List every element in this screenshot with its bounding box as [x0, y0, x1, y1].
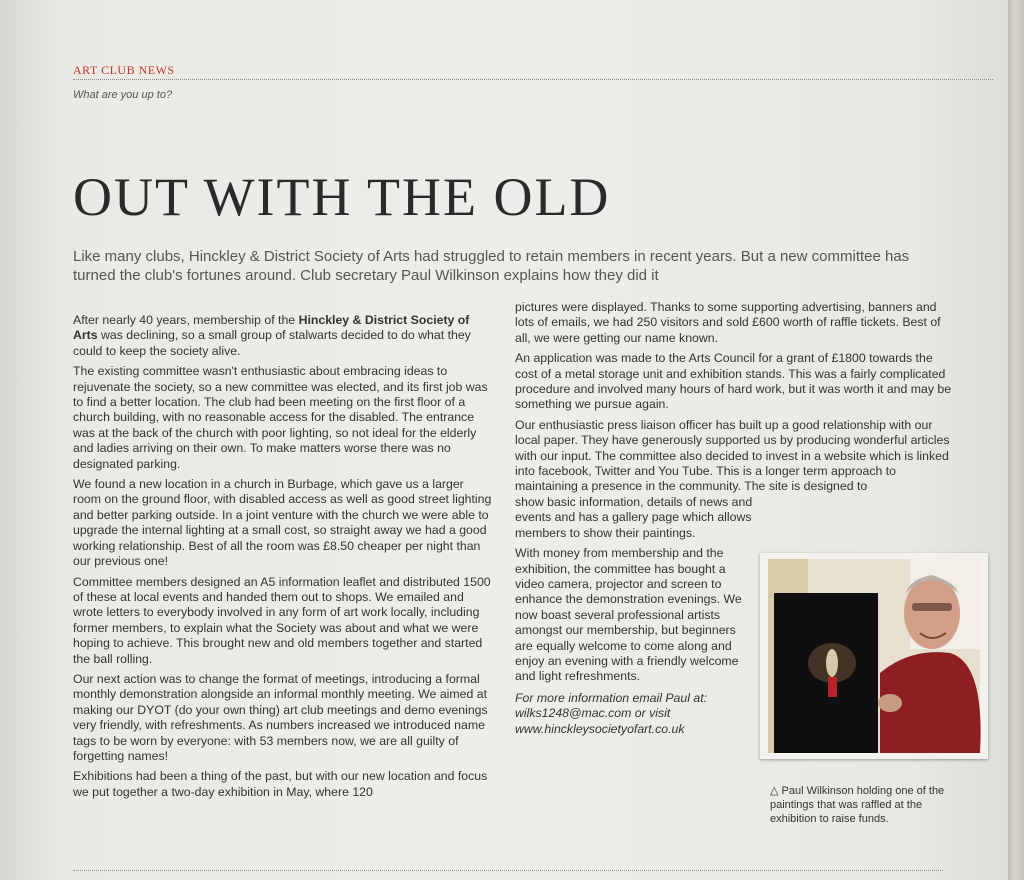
kicker: What are you up to? [73, 89, 173, 101]
article-column-1 [73, 313, 493, 805]
paragraph [515, 418, 955, 495]
paragraph: The existing committee wasn't enthusiastic about embracing ideas to rejuvenate the society, so a new committee was elected, and its first job was to find a better location. The club had been meeting on the first floor of a church building, with no reasonable access for the disabled. The entrance was at the back of the church with poor lighting, so not ideal for the elderly and ladies arriving on their own. To make matters worse there was no designated parking. [73, 364, 488, 471]
paragraph: pictures were displayed. Thanks to some supporting advertising, banners and lots of emails, we had 250 visitors and sold £600 worth of raffle tickets. Best of all, we were getting our name known. [515, 300, 941, 345]
photo-caption: △ Paul Wilkinson holding one of the paintings that was raffled at the exhibition to raise funds. [770, 785, 945, 825]
headline: OUT WITH THE OLD [73, 167, 611, 227]
contact-website[interactable]: www.hinckleysocietyofart.co.uk [515, 721, 685, 736]
paragraph: Committee members designed an A5 information leaflet and distributed 1500 of these at local events and handed them out to shops. We emailed and wrote letters to everybody involved in any form of art work locally, including former members, to explain what the Society was about and what we were hoping to achieve. This brought new and old members together and started the ball rolling. [73, 574, 491, 666]
paragraph: We found a new location in a church in Burbage, which gave us a larger room on the ground floor, with disabled access as well as good street lighting and better parking outside. In a joint venture with the church we were able to upgrade the internal lighting at a small cost, so straight away we had a good working relationship. Best of all the room was £8.50 cheaper per night than our previous one! [73, 477, 492, 569]
paragraph: show basic information, details of news and events and has a gallery page which allows members to show their paintings. [515, 494, 753, 540]
text-run: Our enthusiastic press liaison officer has built up a good relationship with our local paper. They have generously supported us by producing wonderful articles with our input. The committee also decided to invest in a website which is linked into facebook, Twitter and You Tube. This is a longer term approach to maintaining a presence in the community. The site is designed to [515, 417, 950, 494]
header-rule [73, 79, 993, 80]
paragraph [73, 313, 493, 359]
paragraph: Exhibitions had been a thing of the past, but with our new location and focus we put together a two-day exhibition in May, where 120 [73, 769, 488, 799]
standfirst: Like many clubs, Hinckley & District Society of Arts had struggled to retain members in recent years. But a new committee has turned the club's fortunes around. Club secretary Paul Wilkinson explains how they did it [73, 248, 910, 284]
text-run: was declining, so a small group of stalwarts decided to do what they could to keep the society alive. [73, 328, 471, 358]
paragraph: With money from membership and the exhibition, the committee has bought a video camera, projector and screen to enhance the demonstration evenings. We now boast several professional artists amongst our membership, but beginners are equally welcome to come along and enjoy an evening with a friendly welcome and light refreshments. [515, 546, 742, 684]
society-name: Hinckley & District Society of Arts [73, 313, 470, 343]
page-edge [1008, 0, 1024, 880]
contact-line: For more information email Paul at: [515, 690, 708, 705]
text-run: After nearly 40 years, membership of the [73, 313, 299, 327]
contact-email[interactable]: wilks1248@mac.com or visit [515, 706, 671, 721]
paragraph: Our next action was to change the format of meetings, introducing a formal monthly demonstration alongside an informal monthly meeting. We aimed at making our DYOT (do your own thing) art club meetings and demo evenings very friendly, with refreshments. As numbers increased we introduced name tags to be worn by everyone: with 53 members now, we are all guilty of forgetting names! [73, 671, 488, 763]
photo-illustration [760, 553, 988, 759]
footer-rule [73, 870, 943, 871]
photo-paul-wilkinson [760, 553, 988, 759]
paragraph: An application was made to the Arts Council for a grant of £1800 towards the cost of a metal storage unit and exhibition stands. This was a fairly complicated procedure and involved many hours of hard work, but it was worth it and may be something we pursue again. [515, 351, 952, 412]
section-tag: ART CLUB NEWS [73, 63, 175, 77]
